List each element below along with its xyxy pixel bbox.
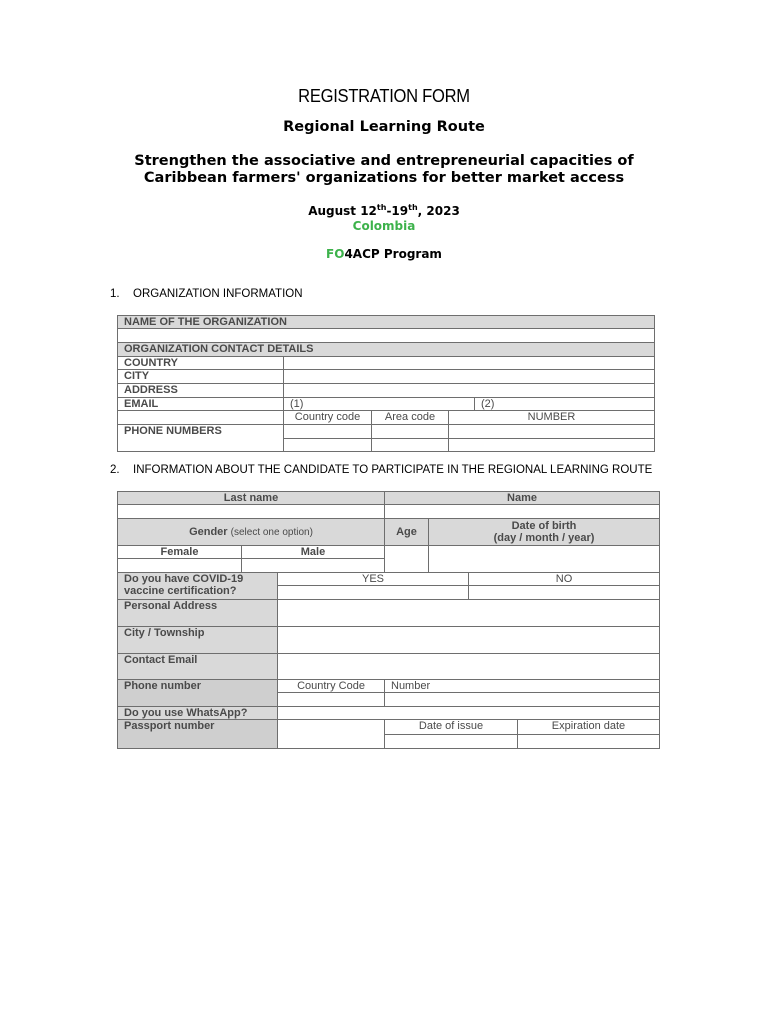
covid-no-option[interactable] [468, 585, 660, 600]
org-name-label: NAME OF THE ORGANIZATION [117, 315, 655, 329]
candidate-country-code-header: Country Code [277, 679, 385, 693]
dob-label-line-1: Date of birth [511, 520, 577, 532]
section-2-title: INFORMATION ABOUT THE CANDIDATE TO PARTICIPATE IN THE REGIONAL LEARNING ROUTE [133, 464, 653, 476]
candidate-number-field[interactable] [384, 692, 660, 707]
age-field[interactable] [384, 545, 429, 573]
program-name [0, 247, 768, 261]
passport-label: Passport number [117, 719, 278, 749]
headline-line-2: Caribbean farmers' organizations for better market access [143, 170, 625, 186]
section-2-heading [110, 464, 652, 476]
org-address-field[interactable] [283, 383, 655, 398]
last-name-label: Last name [117, 491, 385, 505]
form-headline [0, 153, 768, 187]
personal-address-label: Personal Address [117, 599, 278, 627]
form-title: REGISTRATION FORM [298, 86, 470, 106]
covid-label-line-1: Do you have COVID-19 [124, 573, 244, 585]
org-name-field[interactable] [117, 328, 655, 343]
age-label: Age [384, 518, 429, 546]
date-of-issue-field[interactable] [384, 734, 518, 749]
gender-label-text: Gender [189, 526, 228, 538]
contact-email-field[interactable] [277, 653, 660, 680]
phone-country-code-header: Country code [283, 410, 372, 425]
section-1-number: 1. [110, 288, 120, 300]
org-email-field-1[interactable]: (1) [283, 397, 475, 411]
date-sup-2: th [408, 203, 418, 212]
whatsapp-field[interactable] [277, 706, 660, 720]
date-month: August 12 [308, 204, 377, 218]
candidate-number-header: Number [384, 679, 660, 693]
phone1-number-field[interactable] [448, 424, 655, 439]
last-name-field[interactable] [117, 504, 385, 519]
expiration-date-header: Expiration date [517, 719, 660, 735]
date-of-issue-header: Date of issue [384, 719, 518, 735]
phone-number-label: Phone number [117, 679, 278, 707]
male-label: Male [241, 545, 385, 559]
section-1-title: ORGANIZATION INFORMATION [133, 288, 303, 300]
phone2-number-field[interactable] [448, 438, 655, 452]
city-township-field[interactable] [277, 626, 660, 654]
name-label: Name [384, 491, 660, 505]
program-rest: 4ACP Program [344, 247, 442, 261]
org-country-field[interactable] [283, 356, 655, 370]
gender-label [117, 518, 385, 546]
male-option[interactable] [241, 558, 385, 573]
name-field[interactable] [384, 504, 660, 519]
section-2-number: 2. [110, 464, 120, 476]
org-email-label: EMAIL [117, 397, 284, 411]
personal-address-field[interactable] [277, 599, 660, 627]
event-date [0, 204, 768, 218]
event-country: Colombia [352, 219, 416, 233]
phone1-area-code-field[interactable] [371, 424, 449, 439]
covid-yes-option[interactable] [277, 585, 469, 600]
dob-label [428, 518, 660, 546]
phone2-country-code-field[interactable] [283, 438, 372, 452]
covid-label-line-2: vaccine certification? [124, 585, 237, 597]
org-contact-details-label: ORGANIZATION CONTACT DETAILS [117, 342, 655, 357]
section-1-heading [110, 288, 303, 300]
date-sup-1: th [376, 203, 387, 212]
covid-label [117, 572, 278, 600]
phone-area-code-header: Area code [371, 410, 449, 425]
covid-yes-label: YES [277, 572, 469, 586]
program-prefix: FO [326, 247, 345, 261]
female-option[interactable] [117, 558, 242, 573]
phone-header-spacer [117, 410, 284, 425]
whatsapp-label: Do you use WhatsApp? [117, 706, 278, 720]
headline-line-1: Strengthen the associative and entrepreneurial capacities of [134, 153, 634, 169]
org-email-field-2[interactable]: (2) [474, 397, 655, 411]
org-city-label: CITY [117, 369, 284, 384]
dob-field[interactable] [428, 545, 660, 573]
covid-no-label: NO [468, 572, 660, 586]
form-subtitle: Regional Learning Route [283, 119, 485, 135]
org-city-field[interactable] [283, 369, 655, 384]
org-address-label: ADDRESS [117, 383, 284, 398]
org-phone-numbers-label: PHONE NUMBERS [117, 424, 284, 452]
org-country-label: COUNTRY [117, 356, 284, 370]
dob-label-line-2: (day / month / year) [493, 532, 595, 544]
date-year: , 2023 [417, 204, 460, 218]
passport-field[interactable] [277, 719, 385, 749]
phone1-country-code-field[interactable] [283, 424, 372, 439]
phone2-area-code-field[interactable] [371, 438, 449, 452]
candidate-country-code-field[interactable] [277, 692, 385, 707]
date-dash: -19 [386, 204, 409, 218]
gender-hint: (select one option) [230, 527, 313, 538]
female-label: Female [117, 545, 242, 559]
expiration-date-field[interactable] [517, 734, 660, 749]
contact-email-label: Contact Email [117, 653, 278, 680]
city-township-label: City / Township [117, 626, 278, 654]
phone-number-header: NUMBER [448, 410, 655, 425]
